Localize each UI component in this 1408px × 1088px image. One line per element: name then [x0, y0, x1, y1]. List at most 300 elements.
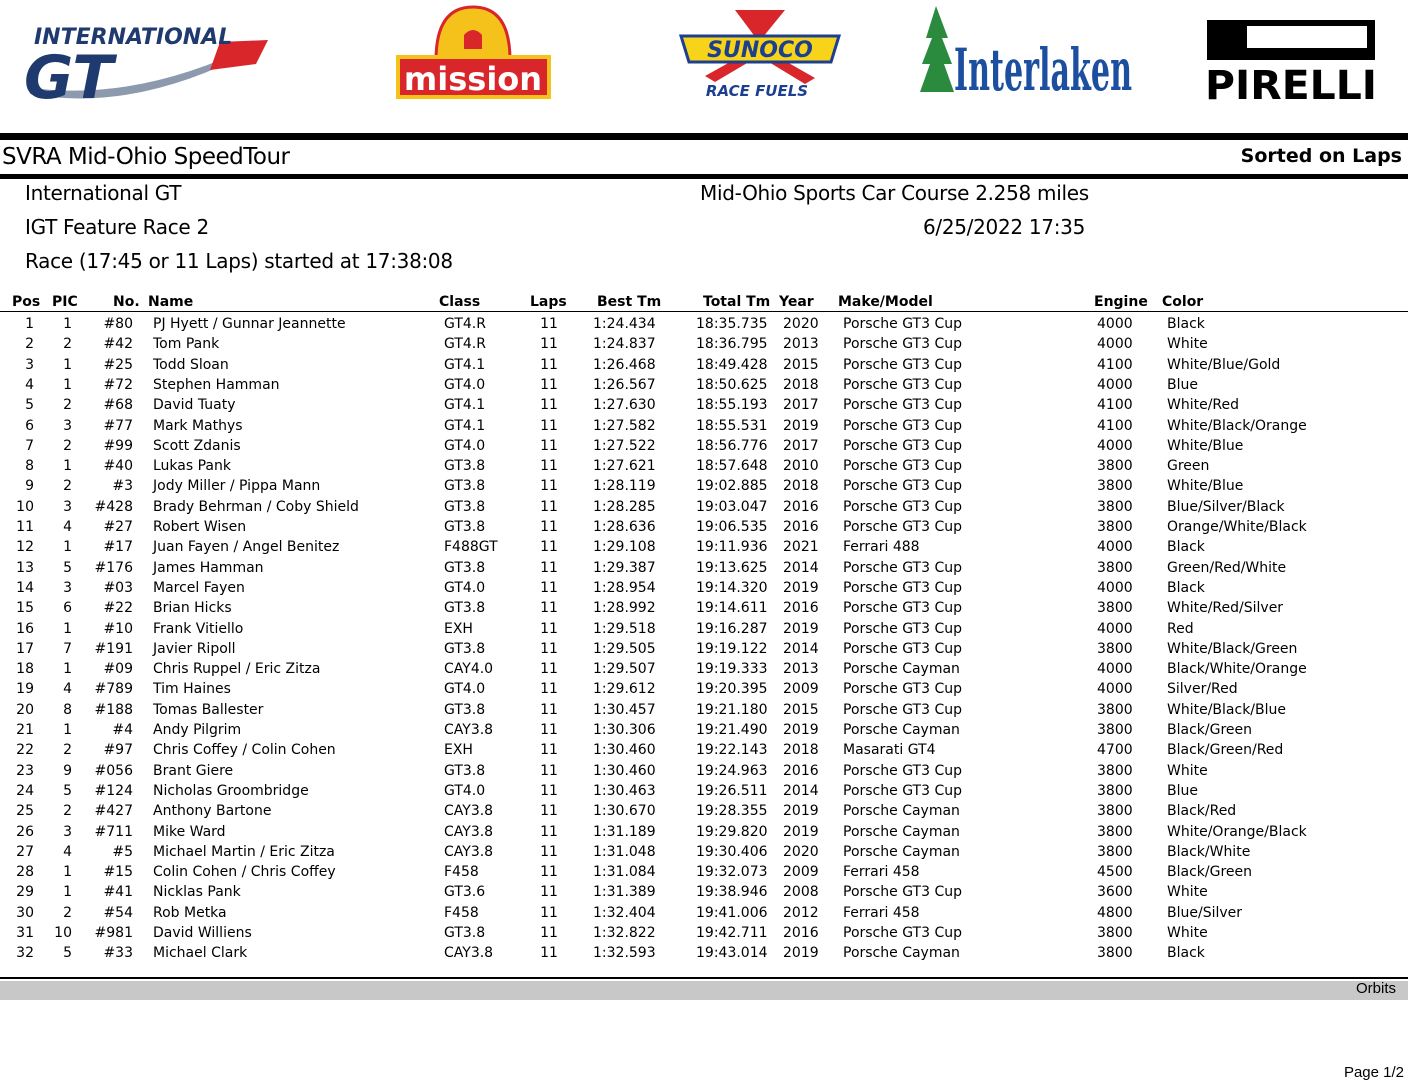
- cell-make: Porsche Cayman: [843, 843, 960, 860]
- svg-text:INTERNATIONAL: INTERNATIONAL: [34, 25, 233, 50]
- cell-best: 1:29.518: [593, 620, 656, 637]
- cell-color: White/Red/Silver: [1167, 600, 1284, 617]
- cell-year: 2019: [783, 417, 819, 434]
- cell-pos: 19: [16, 681, 34, 698]
- cell-engine: 3800: [1097, 701, 1133, 718]
- cell-make: Porsche GT3 Cup: [843, 762, 962, 779]
- cell-class: F458: [444, 864, 479, 881]
- cell-make: Porsche Cayman: [843, 722, 960, 738]
- cell-engine: 3800: [1097, 762, 1133, 779]
- cell-make: Porsche GT3 Cup: [843, 884, 962, 901]
- table-row: [0, 801, 1408, 821]
- cell-make: Porsche GT3 Cup: [843, 579, 962, 596]
- page-number: Page 1/2: [1343, 1064, 1404, 1081]
- cell-class: F488GT: [444, 539, 498, 556]
- table-row: [0, 882, 1408, 902]
- cell-total: 18:55.193: [696, 397, 768, 414]
- cell-pos: 21: [16, 722, 34, 738]
- cell-color: Green: [1167, 458, 1210, 475]
- table-row: [0, 334, 1408, 354]
- cell-name: Tim Haines: [153, 681, 231, 698]
- cell-best: 1:32.593: [593, 945, 656, 962]
- cell-make: Porsche GT3 Cup: [843, 498, 962, 515]
- race-name: IGT Feature Race 2: [25, 215, 209, 239]
- cell-year: 2016: [783, 519, 819, 535]
- cell-laps: 11: [540, 356, 558, 373]
- cell-laps: 11: [540, 681, 558, 698]
- cell-no: #72: [103, 376, 133, 393]
- cell-total: 19:21.490: [696, 722, 768, 738]
- cell-year: 2019: [783, 823, 819, 840]
- cell-no: #27: [103, 519, 133, 535]
- cell-class: GT4.0: [444, 782, 486, 799]
- cell-engine: 4700: [1097, 742, 1133, 759]
- cell-best: 1:29.507: [593, 661, 656, 678]
- cell-best: 1:31.048: [593, 843, 656, 860]
- cell-no: #056: [94, 762, 133, 779]
- cell-best: 1:28.636: [593, 519, 656, 535]
- table-row: [0, 436, 1408, 456]
- cell-pic: 1: [63, 620, 72, 637]
- cell-pos: 7: [25, 437, 34, 454]
- cell-make: Porsche GT3 Cup: [843, 376, 962, 393]
- cell-pos: 5: [25, 397, 34, 414]
- cell-total: 19:16.287: [696, 620, 768, 637]
- cell-engine: 3800: [1097, 722, 1133, 738]
- cell-name: Nicklas Pank: [153, 884, 241, 901]
- cell-year: 2019: [783, 722, 819, 738]
- cell-color: Black: [1167, 945, 1205, 962]
- cell-pic: 1: [63, 458, 72, 475]
- cell-no: #97: [103, 742, 133, 759]
- footer-brand: Orbits: [1355, 980, 1396, 997]
- cell-total: 19:26.511: [696, 782, 768, 799]
- cell-best: 1:29.387: [593, 559, 656, 576]
- cell-year: 2020: [783, 843, 819, 860]
- cell-total: 18:50.625: [696, 376, 768, 393]
- cell-make: Porsche GT3 Cup: [843, 559, 962, 576]
- cell-make: Ferrari 458: [843, 864, 920, 881]
- cell-best: 1:26.468: [593, 356, 656, 373]
- table-row: [0, 497, 1408, 517]
- cell-no: #22: [103, 600, 133, 617]
- cell-total: 19:14.611: [696, 600, 768, 617]
- cell-pic: 8: [63, 701, 72, 718]
- table-row: [0, 679, 1408, 699]
- cell-pos: 17: [16, 640, 34, 657]
- cell-best: 1:31.389: [593, 884, 656, 901]
- cell-no: #09: [103, 661, 133, 678]
- cell-no: #33: [103, 945, 133, 962]
- cell-laps: 11: [540, 803, 558, 820]
- cell-no: #124: [94, 782, 133, 799]
- table-row: [0, 740, 1408, 760]
- cell-pic: 9: [63, 762, 72, 779]
- cell-laps: 11: [540, 458, 558, 475]
- cell-make: Porsche GT3 Cup: [843, 316, 962, 332]
- cell-total: 19:32.073: [696, 864, 768, 881]
- cell-color: Black: [1167, 579, 1205, 596]
- cell-pic: 4: [63, 681, 72, 698]
- cell-total: 18:57.648: [696, 458, 768, 475]
- cell-name: Michael Clark: [153, 945, 248, 962]
- cell-name: Michael Martin / Eric Zitza: [153, 843, 335, 860]
- cell-make: Porsche Cayman: [843, 945, 960, 962]
- cell-total: 19:38.946: [696, 884, 768, 901]
- table-row: [0, 761, 1408, 781]
- cell-year: 2018: [783, 742, 819, 759]
- col-header-class: Class: [439, 294, 481, 310]
- cell-name: Tomas Ballester: [153, 701, 264, 718]
- cell-class: GT4.1: [444, 417, 486, 434]
- cell-class: GT3.8: [444, 640, 486, 657]
- table-row: [0, 355, 1408, 375]
- cell-no: #17: [103, 539, 133, 556]
- table-row: [0, 578, 1408, 598]
- col-header-pos: Pos: [12, 294, 41, 310]
- cell-make: Porsche GT3 Cup: [843, 458, 962, 475]
- table-row: [0, 923, 1408, 943]
- cell-class: CAY4.0: [444, 661, 494, 678]
- cell-year: 2008: [783, 884, 819, 901]
- cell-color: Black/White: [1167, 843, 1251, 860]
- cell-pic: 2: [63, 803, 72, 820]
- cell-engine: 4000: [1097, 579, 1133, 596]
- cell-engine: 3800: [1097, 782, 1133, 799]
- cell-name: Javier Ripoll: [153, 640, 236, 657]
- cell-class: GT4.R: [444, 316, 486, 332]
- footer-bar: [0, 981, 1408, 1000]
- cell-year: 2016: [783, 762, 819, 779]
- cell-name: Chris Ruppel / Eric Zitza: [153, 661, 321, 678]
- cell-name: Robert Wisen: [153, 519, 247, 535]
- cell-total: 19:21.180: [696, 701, 768, 718]
- cell-total: 19:41.006: [696, 904, 768, 921]
- cell-total: 19:02.885: [696, 478, 768, 495]
- cell-year: 2016: [783, 925, 819, 941]
- cell-laps: 11: [540, 579, 558, 596]
- table-row: [0, 700, 1408, 720]
- cell-make: Porsche GT3 Cup: [843, 600, 962, 617]
- cell-pos: 31: [16, 925, 34, 941]
- cell-engine: 4000: [1097, 539, 1133, 556]
- cell-engine: 4100: [1097, 417, 1133, 434]
- cell-year: 2009: [783, 864, 819, 881]
- event-title: SVRA Mid-Ohio SpeedTour: [2, 144, 290, 170]
- cell-total: 19:13.625: [696, 559, 768, 576]
- cell-best: 1:31.084: [593, 864, 656, 881]
- cell-pic: 3: [63, 417, 72, 434]
- cell-engine: 4100: [1097, 356, 1133, 373]
- cell-laps: 11: [540, 762, 558, 779]
- cell-class: GT3.8: [444, 559, 486, 576]
- cell-class: GT3.8: [444, 498, 486, 515]
- cell-no: #711: [94, 823, 133, 840]
- table-row: [0, 720, 1408, 740]
- cell-color: Blue/Silver: [1167, 904, 1243, 921]
- cell-color: Green/Red/White: [1167, 559, 1287, 576]
- cell-year: 2020: [783, 316, 819, 332]
- cell-best: 1:30.460: [593, 742, 656, 759]
- cell-engine: 4500: [1097, 864, 1133, 881]
- cell-total: 19:30.406: [696, 843, 768, 860]
- cell-total: 19:22.143: [696, 742, 768, 759]
- cell-name: Rob Metka: [153, 904, 227, 921]
- cell-laps: 11: [540, 843, 558, 860]
- cell-pos: 24: [16, 782, 34, 799]
- cell-best: 1:28.992: [593, 600, 656, 617]
- cell-color: Black: [1167, 316, 1205, 332]
- cell-year: 2013: [783, 661, 819, 678]
- cell-pos: 25: [16, 803, 34, 820]
- cell-pos: 26: [16, 823, 34, 840]
- cell-no: #40: [103, 458, 133, 475]
- cell-laps: 11: [540, 640, 558, 657]
- cell-total: 18:56.776: [696, 437, 768, 454]
- table-row: [0, 943, 1408, 963]
- cell-name: Brant Giere: [153, 762, 234, 779]
- table-row: [0, 517, 1408, 537]
- cell-class: GT3.8: [444, 458, 486, 475]
- cell-pos: 27: [16, 843, 34, 860]
- cell-make: Ferrari 458: [843, 904, 920, 921]
- cell-class: GT3.8: [444, 478, 486, 495]
- cell-no: #15: [103, 864, 133, 881]
- cell-best: 1:27.630: [593, 397, 656, 414]
- race-datetime: 6/25/2022 17:35: [922, 215, 1085, 239]
- table-row: [0, 558, 1408, 578]
- cell-best: 1:27.522: [593, 437, 656, 454]
- cell-make: Masarati GT4: [843, 742, 936, 759]
- cell-pos: 22: [16, 742, 34, 759]
- cell-laps: 11: [540, 316, 558, 332]
- cell-make: Porsche Cayman: [843, 823, 960, 840]
- cell-laps: 11: [540, 620, 558, 637]
- cell-no: #981: [94, 925, 133, 941]
- mission-logo: [396, 5, 551, 100]
- cell-pic: 1: [63, 884, 72, 901]
- cell-make: Porsche GT3 Cup: [843, 640, 962, 657]
- cell-pos: 20: [16, 701, 34, 718]
- cell-laps: 11: [540, 904, 558, 921]
- cell-total: 18:55.531: [696, 417, 768, 434]
- cell-pos: 23: [16, 762, 34, 779]
- cell-laps: 11: [540, 417, 558, 434]
- cell-color: Blue: [1167, 376, 1198, 393]
- cell-class: GT4.1: [444, 397, 486, 414]
- svg-text:mission: mission: [403, 60, 543, 98]
- cell-color: Black/Green: [1167, 722, 1252, 738]
- cell-no: #41: [103, 884, 133, 901]
- cell-pic: 2: [63, 904, 72, 921]
- cell-class: EXH: [444, 620, 473, 637]
- cell-pos: 1: [25, 316, 34, 332]
- cell-pos: 32: [16, 945, 34, 962]
- cell-year: 2019: [783, 620, 819, 637]
- cell-pic: 2: [63, 397, 72, 414]
- cell-color: Black/Red: [1167, 803, 1237, 820]
- cell-year: 2012: [783, 904, 819, 921]
- cell-class: GT4.0: [444, 681, 486, 698]
- cell-color: Blue: [1167, 782, 1198, 799]
- cell-year: 2021: [783, 539, 819, 556]
- cell-name: Jody Miller / Pippa Mann: [153, 478, 321, 495]
- cell-color: White/Red: [1167, 397, 1240, 414]
- cell-no: #80: [103, 316, 133, 332]
- table-row: [0, 476, 1408, 496]
- cell-laps: 11: [540, 864, 558, 881]
- cell-best: 1:26.567: [593, 376, 656, 393]
- cell-laps: 11: [540, 945, 558, 962]
- cell-color: White: [1167, 884, 1208, 901]
- cell-class: F458: [444, 904, 479, 921]
- cell-total: 19:29.820: [696, 823, 768, 840]
- cell-name: Brian Hicks: [153, 600, 232, 617]
- cell-best: 1:30.670: [593, 803, 656, 820]
- cell-color: White/Blue: [1167, 437, 1244, 454]
- cell-total: 19:43.014: [696, 945, 768, 962]
- cell-laps: 11: [540, 478, 558, 495]
- cell-name: Nicholas Groombridge: [153, 782, 309, 799]
- cell-pic: 1: [63, 356, 72, 373]
- col-header-make: Make/Model: [838, 294, 933, 310]
- cell-class: CAY3.8: [444, 945, 494, 962]
- cell-laps: 11: [540, 437, 558, 454]
- cell-best: 1:30.306: [593, 722, 656, 738]
- cell-pic: 10: [54, 925, 72, 941]
- cell-pos: 18: [16, 661, 34, 678]
- cell-engine: 4000: [1097, 336, 1133, 353]
- header-rule-top: [0, 133, 1408, 140]
- cell-no: #77: [103, 417, 133, 434]
- cell-best: 1:28.285: [593, 498, 656, 515]
- cell-best: 1:28.954: [593, 579, 656, 596]
- cell-pic: 6: [63, 600, 72, 617]
- cell-pos: 10: [16, 498, 34, 515]
- cell-laps: 11: [540, 336, 558, 353]
- cell-engine: 3800: [1097, 458, 1133, 475]
- cell-class: CAY3.8: [444, 843, 494, 860]
- cell-total: 19:24.963: [696, 762, 768, 779]
- cell-pic: 5: [63, 559, 72, 576]
- cell-total: 19:11.936: [696, 539, 768, 556]
- table-row: [0, 537, 1408, 557]
- cell-total: 18:49.428: [696, 356, 768, 373]
- cell-name: Frank Vitiello: [153, 620, 244, 637]
- cell-class: GT4.0: [444, 579, 486, 596]
- cell-class: GT3.8: [444, 519, 486, 535]
- cell-no: #54: [103, 904, 133, 921]
- table-row: [0, 842, 1408, 862]
- cell-make: Porsche GT3 Cup: [843, 681, 962, 698]
- cell-year: 2015: [783, 356, 819, 373]
- cell-color: White: [1167, 762, 1208, 779]
- cell-engine: 3800: [1097, 945, 1133, 962]
- cell-year: 2019: [783, 945, 819, 962]
- sort-label: Sorted on Laps: [1240, 145, 1402, 167]
- cell-engine: 3800: [1097, 803, 1133, 820]
- cell-color: Black/White/Orange: [1167, 661, 1307, 678]
- cell-year: 2016: [783, 498, 819, 515]
- cell-class: GT4.R: [444, 336, 486, 353]
- cell-best: 1:29.108: [593, 539, 656, 556]
- cell-color: White/Blue: [1167, 478, 1244, 495]
- cell-total: 19:19.122: [696, 640, 768, 657]
- cell-no: #03: [103, 579, 133, 596]
- cell-color: Black/Green: [1167, 864, 1252, 881]
- table-row: [0, 639, 1408, 659]
- cell-pos: 2: [25, 336, 34, 353]
- cell-name: Juan Fayen / Angel Benitez: [153, 539, 340, 556]
- cell-best: 1:32.404: [593, 904, 656, 921]
- cell-total: 19:20.395: [696, 681, 768, 698]
- cell-pic: 2: [63, 437, 72, 454]
- cell-color: White/Blue/Gold: [1167, 356, 1281, 373]
- cell-class: GT3.8: [444, 925, 486, 941]
- cell-pic: 1: [63, 864, 72, 881]
- table-row: [0, 375, 1408, 395]
- cell-make: Porsche GT3 Cup: [843, 336, 962, 353]
- table-row: [0, 862, 1408, 882]
- cell-color: White/Black/Green: [1167, 640, 1298, 657]
- svg-text:GT: GT: [24, 43, 114, 110]
- cell-engine: 3800: [1097, 640, 1133, 657]
- cell-pic: 2: [63, 478, 72, 495]
- cell-color: Red: [1167, 620, 1194, 637]
- cell-name: Anthony Bartone: [153, 803, 272, 820]
- cell-laps: 11: [540, 884, 558, 901]
- cell-no: #68: [103, 397, 133, 414]
- cell-no: #427: [94, 803, 133, 820]
- cell-color: Black: [1167, 539, 1205, 556]
- cell-laps: 11: [540, 519, 558, 535]
- cell-engine: 4000: [1097, 316, 1133, 332]
- cell-make: Porsche Cayman: [843, 803, 960, 820]
- cell-engine: 3800: [1097, 925, 1133, 941]
- cell-color: Black/Green/Red: [1167, 742, 1284, 759]
- cell-engine: 4100: [1097, 397, 1133, 414]
- cell-laps: 11: [540, 559, 558, 576]
- cell-best: 1:32.822: [593, 925, 656, 941]
- cell-year: 2009: [783, 681, 819, 698]
- cell-name: Mike Ward: [153, 823, 226, 840]
- cell-year: 2010: [783, 458, 819, 475]
- cell-year: 2014: [783, 782, 819, 799]
- interlaken-logo: [920, 2, 1135, 98]
- cell-color: White/Orange/Black: [1167, 823, 1307, 840]
- cell-engine: 3800: [1097, 823, 1133, 840]
- cell-best: 1:28.119: [593, 478, 656, 495]
- cell-best: 1:27.582: [593, 417, 656, 434]
- cell-name: Tom Pank: [153, 336, 220, 353]
- col-header-best: Best Tm: [597, 294, 662, 310]
- cell-pos: 4: [25, 376, 34, 393]
- col-header-no: No.: [113, 294, 140, 310]
- cell-pic: 3: [63, 498, 72, 515]
- cell-name: Marcel Fayen: [153, 579, 245, 596]
- cell-laps: 11: [540, 925, 558, 941]
- cell-pic: 2: [63, 742, 72, 759]
- cell-total: 19:28.355: [696, 803, 768, 820]
- table-row: [0, 456, 1408, 476]
- cell-make: Porsche Cayman: [843, 661, 960, 678]
- cell-engine: 3800: [1097, 478, 1133, 495]
- series-name: International GT: [25, 181, 182, 205]
- cell-pic: 3: [63, 579, 72, 596]
- cell-pos: 30: [16, 904, 34, 921]
- cell-class: GT3.8: [444, 701, 486, 718]
- cell-pic: 1: [63, 376, 72, 393]
